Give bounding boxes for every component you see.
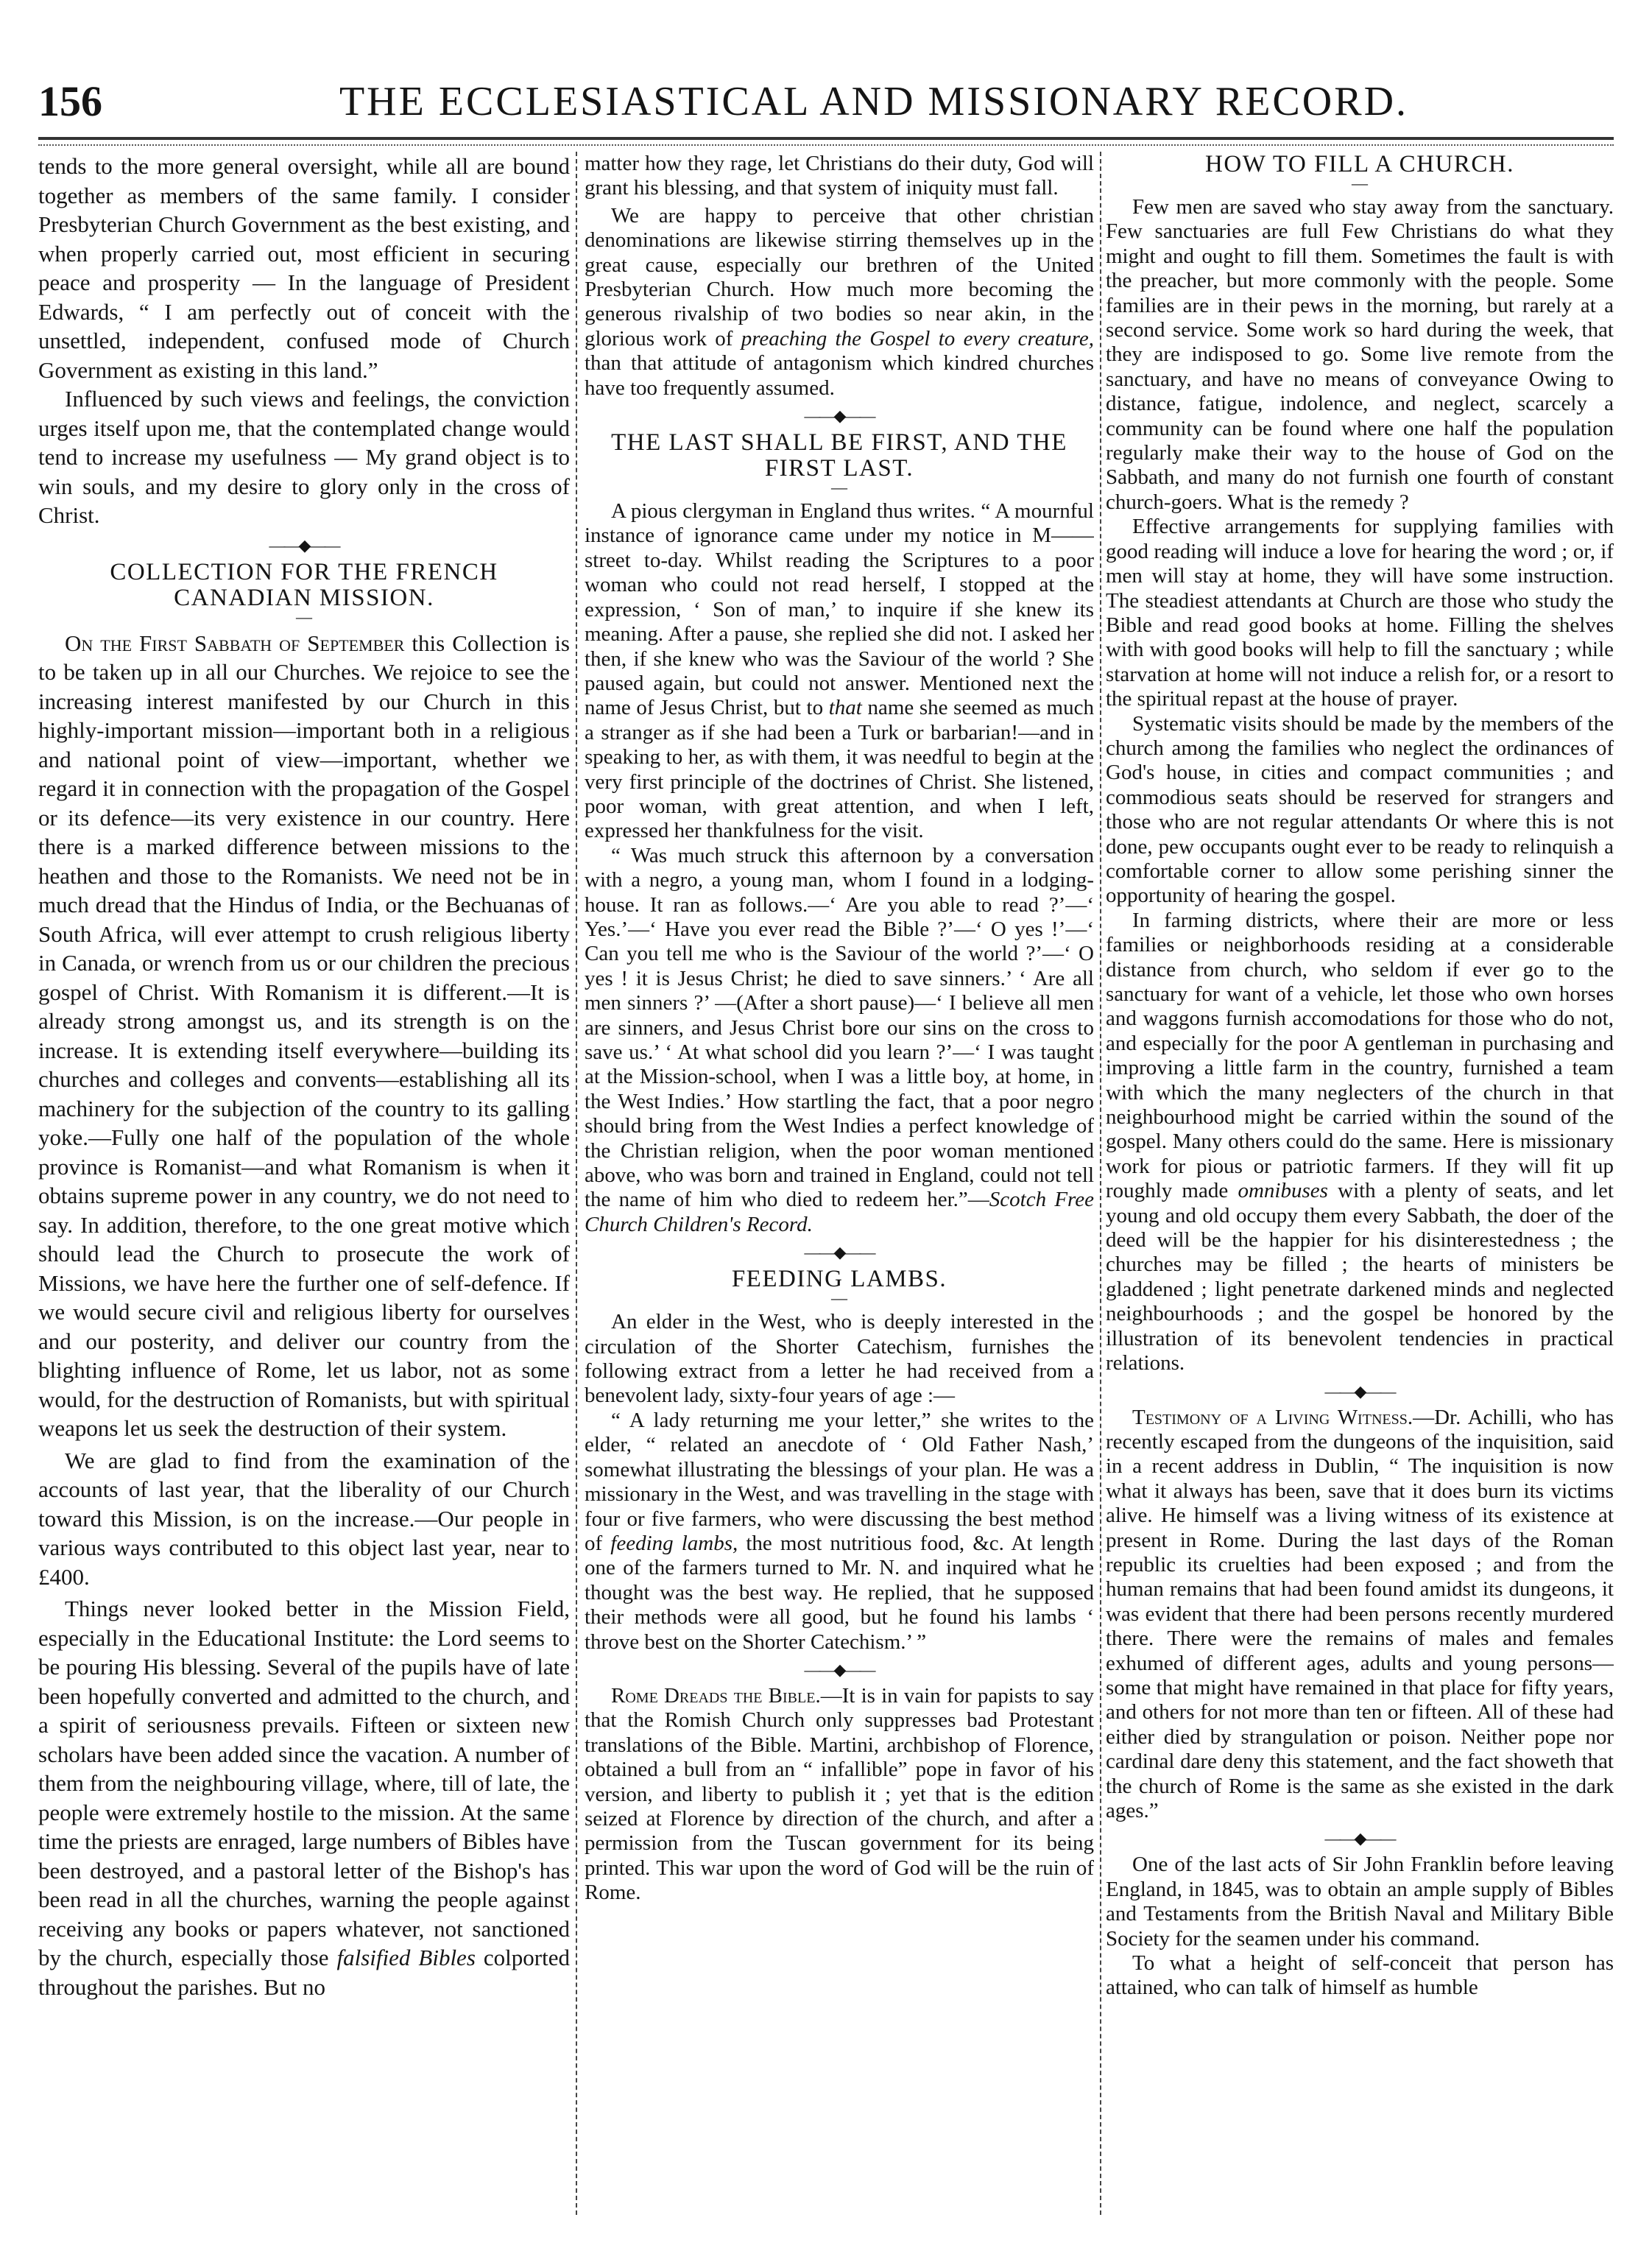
article-paragraph: Things never looked better in the Mission Field, especially in the Educational Institute: the Lord seems to be pouring His blessing. Several of the pupils have of late been hopefully converted and admitted to the church, and a spirit of seriousness prevails. Fifteen or sixteen new scholars have been added since the vacation. A number of them from the neighbouring village, where, till of late, the people were extremely hostile to the mission. At the same time the priests are enraged, large numbers of Bibles have been destroyed, and a pastoral letter of the Bishop's has been read in all the churches, warning the people against receiving any books or papers whatever, not sanctioned by the church, especially those falsified Bibles colported throughout the parishes. But no <box>38 1596 570 2000</box>
section-ornament: ——◆—— <box>1324 1829 1395 1848</box>
page-number: 156 <box>38 77 102 125</box>
lead-in: Testimony of a Living Witness. <box>1132 1405 1413 1429</box>
article-paragraph: “ Was much struck this afternoon by a conversation with a negro, a young man, whom I found in a lodging-house. It ran as follows.—‘ Are you able to read ?’—‘ Yes.’—‘ Have you ever read the Bible ?’—‘ O yes !’—‘ Can you tell me who is the Saviour of the world ?’—‘ O yes ! it is Jesus Christ; he died to save sinners.’ ‘ Are all men sinners ?’ —(After a short pause)—‘ I believe all men are sinners, and Jesus Christ bore our sins on the cross to save us.’ ‘ At what school did you learn ?’—‘ I was taught at the Mission-school, when I was a little boy, at home, in the West Indies.’ How startling the fact, that a poor negro should bring from the West Indies a perfect knowledge of the Christian religion, when the poor woman mentioned above, who was born and trained in England, could not tell the name of him who died to redeem her.”—Scotch Free Church Children's Record. <box>585 843 1094 1236</box>
article-paragraph: Rome Dreads the Bible.—It is in vain for papists to say that the Romish Church only suppresses bad Protestant translations of the Bible. Martini, archbishop of Florence, obtained a bull from an “ infallible” pope in favor of his version, and liberty to publish it ; yet that is the edition seized at Florence by direction of the church, and after a permission from the Tuscan government for its being printed. This war upon the word of God will be the ruin of Rome. <box>585 1683 1094 1905</box>
article-paragraph: We are glad to find from the examination of the accounts of last year, that the liberality of our Church toward this Mission, is on the increase.—Our people in various ways contributed to this object last year, near to £400. <box>38 1447 570 1590</box>
running-title: THE ECCLESIASTICAL AND MISSIONARY RECORD. <box>339 79 1409 124</box>
article-paragraph: Few men are saved who stay away from the sanctuary. Few sanctuaries are full Few Christians do what they might and ought to fill them. Sometimes the fault is with the preacher, but more commonly with the people. Some families are in their pews in the morning, but rarely at a second service. Some work so hard during the week, that they are indisposed to go. Some live remote from the sanctuary, and have no means of conveyance Owing to distance, fatigue, indolence, and neglect, scarcely a community can be found where one half the population regularly make their way to the house of God on the Sabbath, and many do not furnish one fourth of constant church-goers. What is the remedy ? <box>1106 195 1614 514</box>
section-ornament: ——◆—— <box>269 535 339 554</box>
article-heading-french-canadian-mission: COLLECTION FOR THE FRENCH CANADIAN MISSION. <box>110 558 498 611</box>
article-paragraph: We are happy to perceive that other christian denominations are likewise stirring themselves up in the great cause, especially our brethren of the United Presbyterian Church. How much more becoming the generous rivalship of two bodies so near akin, in the glorious work of preaching the Gospel to every creature, than that attitude of antagonism which kindred churches have too frequently assumed. <box>585 203 1094 400</box>
section-ornament: ——◆—— <box>804 406 875 426</box>
heading-dash: — <box>831 478 847 497</box>
article-paragraph: In farming districts, where their are more or less families or neighborhoods residing at a considerable distance from church, who seldom if ever go to the sanctuary for want of a vehicle, let those who own horses and waggons furnish accomodations for those who do not, and especially for the poor A gentleman in purchasing and improving a little farm in the country, furnished a team with which the many neglecters of the church in that neighbourhood might be carried within the sound of the gospel. Many others could do the same. Here is missionary work for pious or patriotic farmers. If they will fit up roughly made omnibuses with a plenty of seats, and let young and old occupy them every Sabbath, the doer of the deed will be the happier for his disinterestedness ; the churches may be filled ; the hearts of ministers be gladdened ; light penetrate darkened minds and neglected neighbourhoods ; and the gospel be honored by the illustration of its benevolent tendencies in practical relations. <box>1106 908 1614 1375</box>
article-paragraph: An elder in the West, who is deeply interested in the circulation of the Shorter Catechism, furnishes the following extract from a letter he had received from a benevolent lady, sixty-four years of age :— <box>585 1310 1094 1408</box>
article-paragraph: A pious clergyman in England thus writes. “ A mournful instance of ignorance came under my notice in M—— street to-day. Whilst reading the Scriptures to a poor woman who could not read herself, I stopped at the expression, ‘ Son of man,’ to inquire if she knew its meaning. After a pause, she replied she did not. I asked her then, if she knew who was the Saviour of the world ? She paused again, but could not answer. Mentioned next the name of Jesus Christ, but to that name she seemed as much a stranger as if she had been a Turk or barbarian!—and in speaking to her, as with them, it was needful to begin at the very first principle of the doctrines of Christ. She listened, poor woman, with great attention, and when I left, expressed her thankfulness for the visit. <box>585 499 1094 843</box>
article-heading-last-shall-be-first: THE LAST SHALL BE FIRST, AND THE FIRST LAST. <box>611 429 1067 482</box>
article-paragraph: “ A lady returning me your letter,” she writes to the elder, “ related an anecdote of ‘ Old Father Nash,’ somewhat illustrating the blessings of your plan. He was a missionary in the West, and was travelling in the stage with four or five farmers, who were discussing the best method of feeding lambs, the most nutritious food, &c. At length one of the farmers turned to Mr. N. and inquired what he thought was the best way. He replied, that he supposed their methods were all good, but he found his lambs ‘ throve best on the Shorter Catechism.’ ” <box>585 1408 1094 1654</box>
lead-in: On the First Sabbath of September <box>65 630 405 656</box>
heading-dash: — <box>1352 174 1368 192</box>
column-divider-1 <box>576 152 577 2215</box>
column-divider-2 <box>1100 152 1101 2215</box>
article-heading-fill-a-church: HOW TO FILL A CHURCH. <box>1205 152 1514 177</box>
article-paragraph: On the First Sabbath of September this Collection is to be taken up in all our Churches. We rejoice to see the increasing interest manifested by our Church in this highly-important mission—important both in a religious and national point of view—important, whether we regard it in connection with the propagation of the Gospel or its defence—its very existence in our country. Here there is a marked difference between missions to the heathen and those to the Romanists. We need not be in much dread that the Hindus of India, or the Bechuanas of South Africa, will ever attempt to crush religious liberty in Canada, or wrench from us or our children the precious gospel of Christ. With Romanism it is different.—It is already strong amongst us, and its strength is on the increase. It is extending itself everywhere—building its churches and colleges and convents—establishing all its machinery for the subjection of the country to its galling yoke.—Fully one half of the population of the whole province is Romanist—and what Romanism is when it obtains supreme power in any country, we do not need to say. In addition, therefore, to the one great motive which should lead the Church to prosecute the work of Missions, we have here the further one of self-defence. If we would secure civil and religious liberty for ourselves and our posterity, and deliver our country from the blighting influence of Rome, let us labor, not as some would, for the destruction of Romanists, but with spiritual weapons let us seek the destruction of their system. <box>38 630 570 1441</box>
article-paragraph: Systematic visits should be made by the members of the church among the families who neglect the ordinances of God's house, in cities and compact communities ; and commodious seats should be reserved for strangers and those who are not regular attendants Or where this is not done, pew occupants ought ever to be ready to relinquish a comfortable corner to allow some perishing sinner the opportunity of hearing the gospel. <box>1106 711 1614 908</box>
heading-dash: — <box>296 607 312 626</box>
continued-paragraph-2: Influenced by such views and feelings, the conviction urges itself upon me, that the contemplated change would tend to increase my usefulness — My grand object is to win souls, and my desire to glory only in the cross of Christ. <box>38 386 570 528</box>
header-rule-dotted <box>38 144 1614 146</box>
section-ornament: ——◆—— <box>804 1660 875 1679</box>
article-paragraph: One of the last acts of Sir John Franklin before leaving England, in 1845, was to obtain an ample supply of Bibles and Testaments from the British Naval and Military Bible Society for the seamen under his command. <box>1106 1853 1614 1951</box>
continued-paragraph: matter how they rage, let Christians do their duty, God will grant his blessing, and that system of iniquity must fall. <box>585 152 1094 200</box>
column-2 <box>585 152 1094 2215</box>
article-paragraph: Effective arrangements for supplying families with good reading will induce a love for hearing the word ; or, if men will stay at home, they will have some instruction. The steadiest attendants at Church are those who study the Bible and read good books at home. Filling the shelves with with good books will help to fill the sanctuary ; while starvation at home will not induce a relish for, or a resort to the spiritual repast at the house of prayer. <box>1106 515 1614 711</box>
article-paragraph: To what a height of self-conceit that person has attained, who can talk of himself as humble <box>1106 1951 1614 2000</box>
continued-paragraph: tends to the more general oversight, while all are bound together as members of the same family. I consider Presbyterian Church Government as the best existing, and when properly carried out, most efficient in securing peace and prosperity — In the language of President Edwards, “ I am perfectly out of conceit with the unsettled, independent, confused mode of Church Government as existing in this land.” <box>38 153 570 383</box>
page-header <box>38 72 1614 131</box>
section-ornament: ——◆—— <box>804 1243 875 1262</box>
column-3 <box>1106 152 1614 2215</box>
article-heading-feeding-lambs: FEEDING LAMBS. <box>731 1266 947 1293</box>
header-rule <box>38 137 1614 140</box>
article-paragraph: Testimony of a Living Witness.—Dr. Achilli, who has recently escaped from the dungeons of the inquisition, said in a recent address in Dublin, “ The inquisition is now what it always has been, save that it does burn its victims alive. He himself was a living witness of its existence at present in Rome. During the last days of the Roman republic its cruelties had been exposed ; and from the human remains that had been found amidst its dungeons, it was evident that there had been persons recently murdered there. There were the remains of males and females exhumed of different ages, adults and young persons—some that might have remained in that place for fifty years, and others for not more than ten or fifteen. All of these had either died by strangulation or poison. Neither pope nor cardinal dare deny this statement, and the fact showeth that the church of Rome is the same as she existed in the dark ages.” <box>1106 1405 1614 1822</box>
column-1 <box>38 152 570 2215</box>
section-ornament: ——◆—— <box>1324 1381 1395 1400</box>
heading-dash: — <box>831 1289 847 1308</box>
lead-in: Rome Dreads the Bible. <box>611 1683 821 1708</box>
